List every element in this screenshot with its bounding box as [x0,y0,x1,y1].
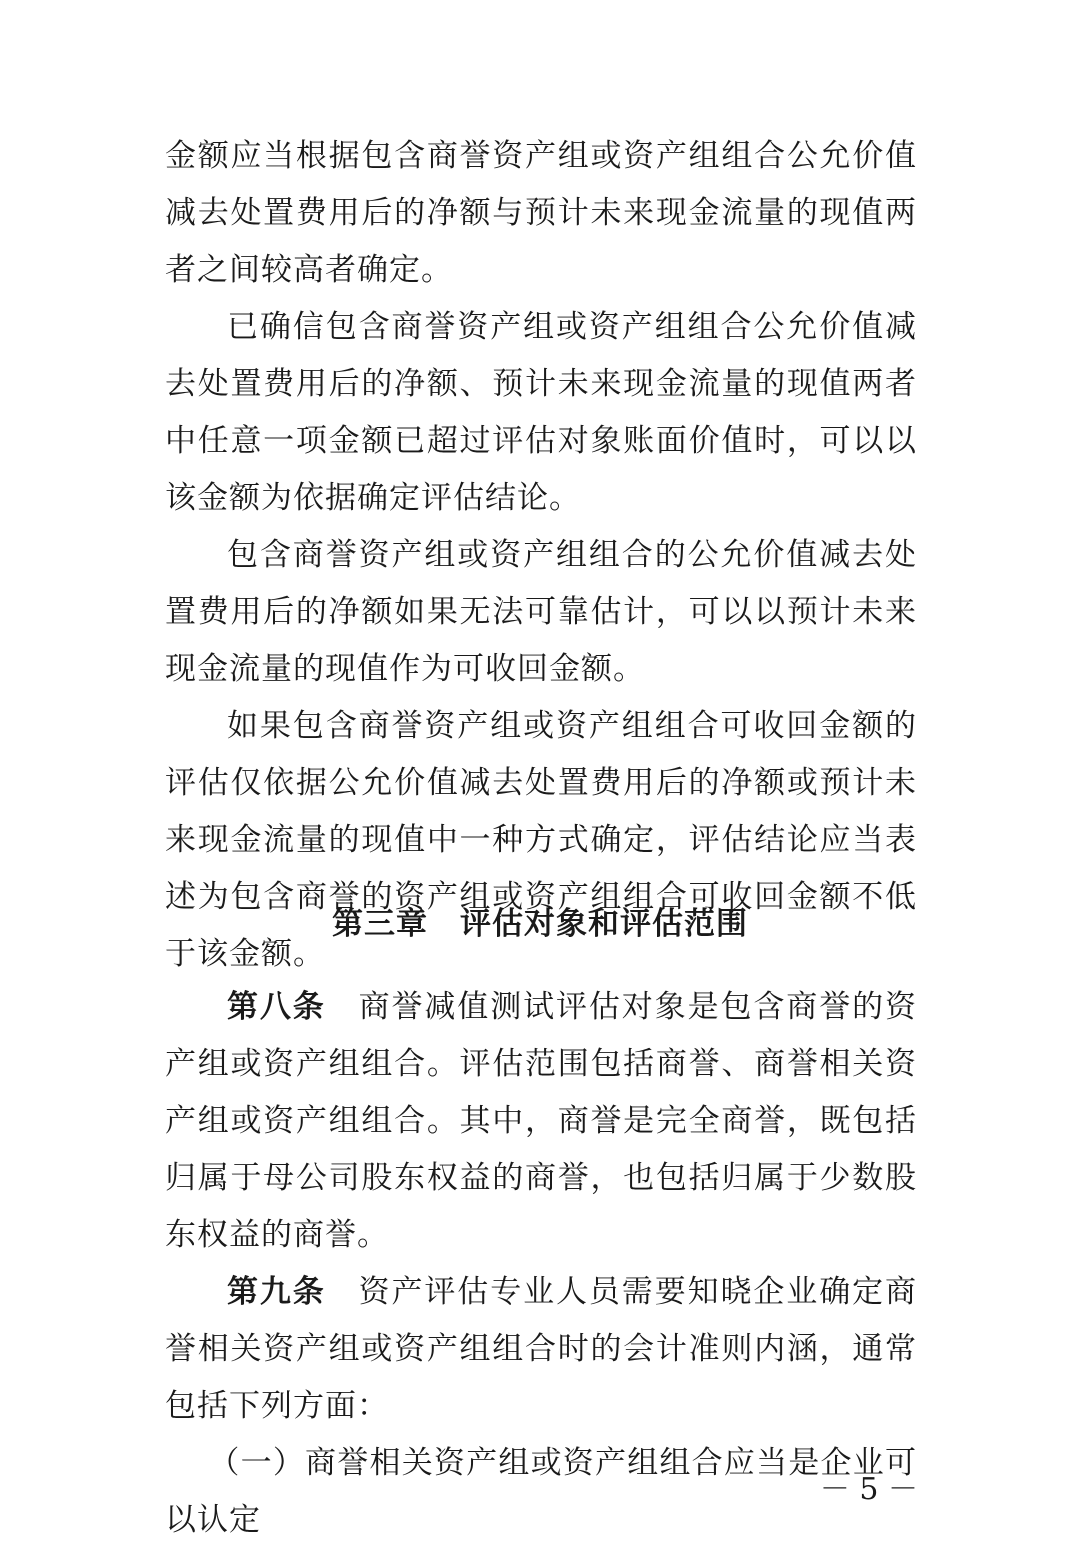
paragraph-fair-value-unreliable: 包含商誉资产组或资产组组合的公允价值减去处置费用后的净额如果无法可靠估计，可以以预计未来现金流量的现值作为可收回金额。 [165,537,917,687]
list-item-one: （一）商誉相关资产组或资产组组合应当是企业可以认定 [165,1445,917,1538]
article-nine-text: 资产评估专业人员需要知晓企业确定商誉相关资产组或资产组组合时的会计准则内涵，通常包括下列方面： [165,1274,918,1424]
paragraph-continued: 金额应当根据包含商誉资产组或资产组组合公允价值减去处置费用后的净额与预计未来现金流量的现值两者之间较高者确定。 [165,138,917,288]
section-recoverable-amount [165,128,917,983]
paragraph-single-method: 如果包含商誉资产组或资产组组合可收回金额的评估仅依据公允价值减去处置费用后的净额或预计未来现金流量的现值中一种方式确定，评估结论应当表述为包含商誉的资产组或资产组组合可收回金额不低于该金额。 [165,708,917,972]
page-number: － 5 － [819,1472,918,1507]
article-eight-label: 第八条 [227,989,326,1025]
article-nine [165,1264,917,1435]
article-eight-text: 商誉减值测试评估对象是包含商誉的资产组或资产组组合。评估范围包括商誉、商誉相关资产组或资产组组合。其中，商誉是完全商誉，既包括归属于母公司股东权益的商誉，也包括归属于少数股东权益的商誉。 [165,989,918,1253]
article-eight [165,979,917,1264]
chapter-title: 第三章 评估对象和评估范围 [332,906,748,942]
article-nine-label: 第九条 [227,1274,326,1310]
paragraph-confirmed-exceeds: 已确信包含商誉资产组或资产组组合公允价值减去处置费用后的净额、预计未来现金流量的现值两者中任意一项金额已超过评估对象账面价值时，可以以该金额为依据确定评估结论。 [165,309,917,516]
section-evaluation-scope [165,979,917,1549]
